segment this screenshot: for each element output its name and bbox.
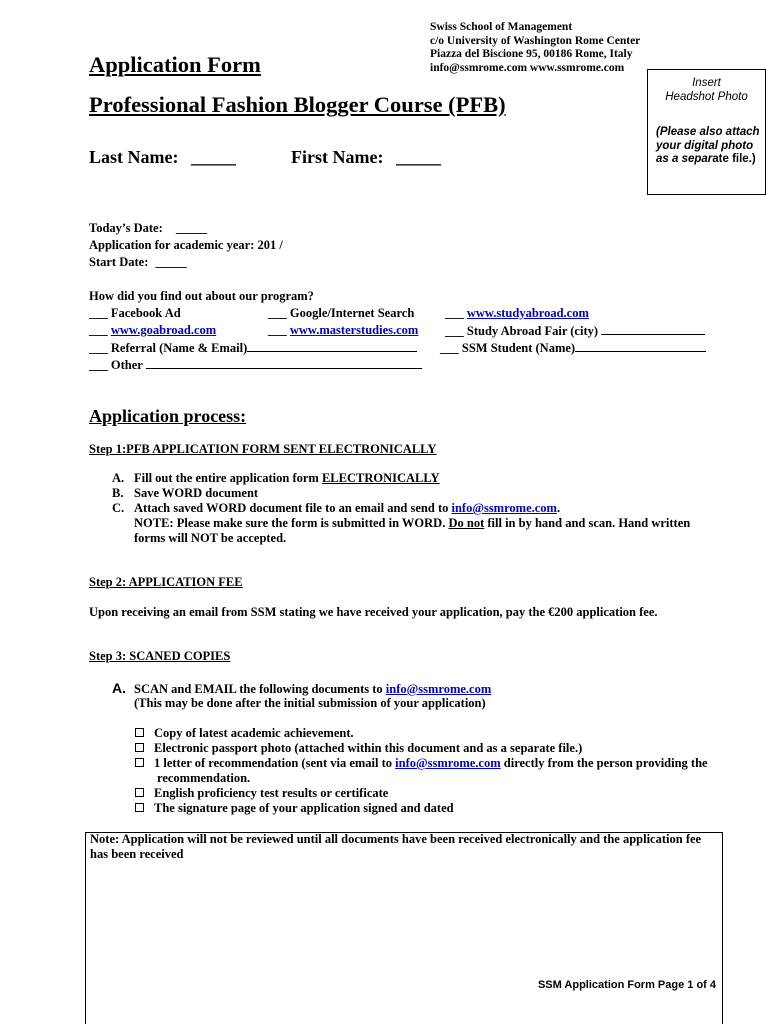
step1-heading: Step 1:PFB APPLICATION FORM SENT ELECTRONICALLY	[89, 442, 437, 456]
option-goabroad[interactable]: ___ www.goabroad.com	[89, 323, 217, 337]
application-process-heading: Application process:	[89, 406, 247, 426]
option-facebook[interactable]: ___ Facebook Ad	[89, 306, 181, 320]
step2-text: Upon receiving an email from SSM stating we have received your application, pay the €200 application fee.	[89, 605, 658, 619]
checkbox-icon[interactable]	[135, 803, 144, 812]
option-google[interactable]: ___ Google/Internet Search	[268, 306, 415, 320]
checkbox-icon[interactable]	[135, 758, 144, 767]
step1-item-c: C. Attach saved WORD document file to an email and send to info@ssmrome.com.	[112, 501, 561, 515]
option-referral[interactable]: ___ Referral (Name & Email)	[89, 339, 417, 357]
school-address	[430, 21, 640, 75]
checklist-item-recommendation-cont: recommendation.	[157, 771, 251, 785]
first-name-blank: _____	[395, 147, 441, 167]
note-box	[85, 832, 723, 1024]
headshot-photo-box[interactable]	[647, 69, 766, 195]
step1-email-link[interactable]: info@ssmrome.com	[451, 501, 557, 515]
last-name-blank: _____	[190, 147, 236, 167]
option-masterstudies[interactable]: ___ www.masterstudies.com	[268, 323, 419, 337]
todays-date-blank: _____	[175, 221, 208, 235]
todays-date-label: Today’s Date:	[89, 221, 163, 235]
fair-city-blank	[601, 322, 705, 335]
page-title: Application Form	[89, 52, 261, 77]
ssm-student-blank	[575, 339, 706, 352]
checkbox-icon[interactable]	[135, 788, 144, 797]
referral-blank	[247, 339, 417, 352]
todays-date-field[interactable]	[89, 220, 207, 237]
step1-note: NOTE: Please make sure the form is submitted in WORD. Do not fill in by hand and scan. Hand written	[134, 516, 691, 530]
step1-item-b: B. Save WORD document	[112, 486, 259, 500]
note-text: Note: Application will not be reviewed until all documents have been received electronically and the application fee has been received	[90, 832, 702, 861]
checklist-item[interactable]: Electronic passport photo (attached within this document and as a separate file.)	[135, 741, 582, 756]
option-study-abroad-fair[interactable]: ___ Study Abroad Fair (city)	[445, 322, 705, 340]
step2-heading: Step 2: APPLICATION FEE	[89, 575, 243, 589]
school-co: c/o University of Washington Rome Center	[430, 34, 641, 47]
studyabroad-link[interactable]: www.studyabroad.com	[466, 306, 589, 320]
page-footer: SSM Application Form Page 1 of 4	[537, 979, 716, 991]
course-title: Professional Fashion Blogger Course (PFB)	[89, 92, 506, 117]
school-name: Swiss School of Management	[430, 21, 573, 33]
step3-email-link[interactable]: info@ssmrome.com	[385, 682, 492, 696]
checklist-item-recommendation[interactable]: 1 letter of recommendation (sent via email to info@ssmrome.com directly from the person providing the	[135, 756, 725, 771]
option-studyabroad[interactable]: ___ www.studyabroad.com	[445, 306, 589, 320]
step3-subnote: (This may be done after the initial submission of your application)	[134, 696, 486, 710]
checklist-item[interactable]: Copy of latest academic achievement.	[135, 726, 354, 741]
step1-note-cont: forms will NOT be accepted.	[134, 531, 287, 545]
school-street: Piazza del Biscione 95, 00186 Rome, Italy	[430, 48, 633, 61]
checkbox-icon[interactable]	[135, 728, 144, 737]
first-name-label: First Name:	[291, 147, 384, 167]
academic-year-field[interactable]: Application for academic year: 201 /	[89, 238, 283, 252]
start-date-label: Start Date:	[89, 255, 149, 269]
step3-item-a: A. SCAN and EMAIL the following documents to info@ssmrome.com	[112, 680, 492, 696]
step1-item-a: A. Fill out the entire application form ELECTRONICALLY	[112, 471, 440, 485]
photo-note: (Please also attach your digital photo as a separate file.)	[656, 126, 760, 165]
photo-headshot-label: Headshot Photo	[665, 91, 748, 103]
step3-heading: Step 3: SCANED COPIES	[89, 649, 231, 663]
first-name-field[interactable]	[291, 147, 441, 168]
recommendation-email-link[interactable]: info@ssmrome.com	[395, 756, 501, 770]
find-question: How did you find out about our program?	[89, 289, 314, 303]
last-name-label: Last Name:	[89, 147, 179, 167]
checkbox-icon[interactable]	[135, 743, 144, 752]
start-date-field[interactable]	[89, 254, 187, 271]
start-date-blank: _____	[155, 255, 187, 269]
other-blank	[146, 356, 422, 369]
school-contact: info@ssmrome.com www.ssmrome.com	[430, 61, 625, 74]
option-other[interactable]: ___ Other	[89, 356, 422, 374]
masterstudies-link[interactable]: www.masterstudies.com	[289, 323, 419, 337]
option-ssm-student[interactable]: ___ SSM Student (Name)	[440, 339, 706, 357]
checklist-item[interactable]: English proficiency test results or certificate	[135, 786, 388, 801]
photo-insert-label: Insert	[692, 77, 721, 89]
checklist-item[interactable]: The signature page of your application signed and dated	[135, 801, 454, 816]
last-name-field[interactable]	[89, 147, 236, 168]
goabroad-link[interactable]: www.goabroad.com	[110, 323, 217, 337]
